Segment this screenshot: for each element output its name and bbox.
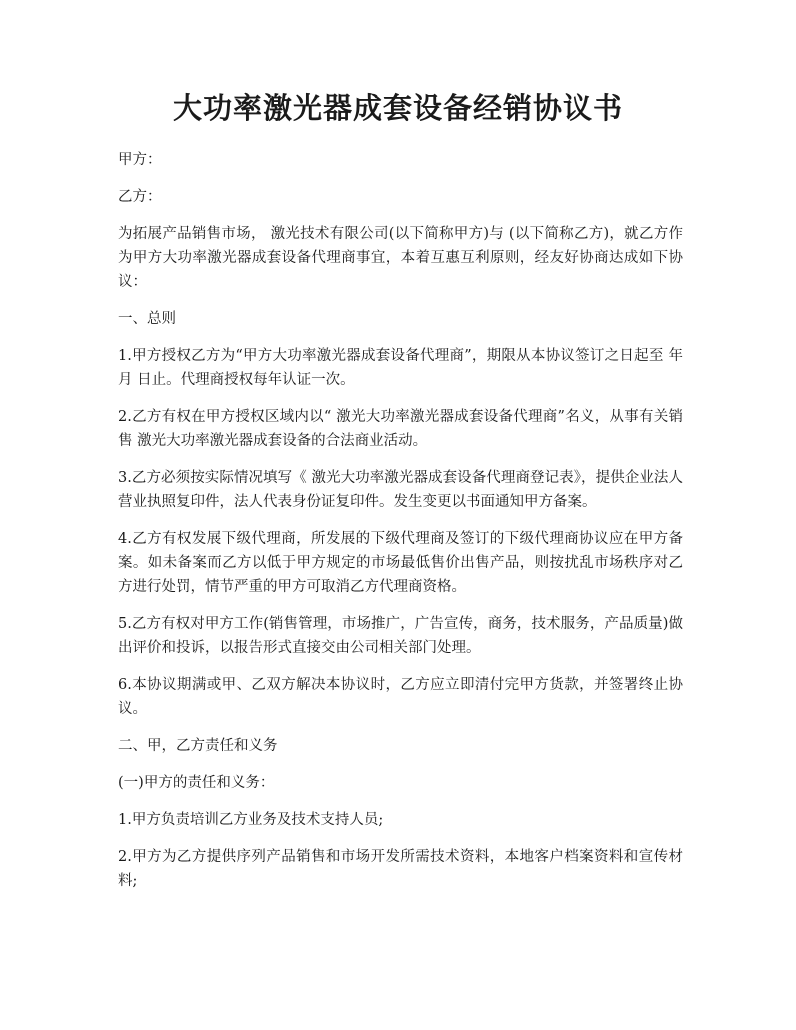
section-heading-responsibilities: 二、甲，乙方责任和义务	[118, 738, 278, 754]
subsection-heading-party-a: (一)甲方的责任和义务：	[118, 775, 275, 791]
clause-1-5: 5.乙方有权对甲方工作(销售管理，市场推广，广告宣传，商务，技术服务，产品质量)做出评价和投诉，以报告形式直接交由公司相关部门处理。	[118, 616, 683, 656]
party-b-line: 乙方：	[118, 189, 162, 205]
clause-1-1: 1.甲方授权乙方为“甲方大功率激光器成套设备代理商”，期限从本协议签订之日起至 年 月 日止。代理商授权每年认证一次。	[118, 348, 683, 388]
section-heading-general: 一、总则	[118, 311, 176, 327]
document-title: 大功率激光器成套设备经销协议书	[172, 91, 623, 125]
clause-1-6: 6.本协议期满或甲、乙双方解决本协议时，乙方应立即清付完甲方货款，并签署终止协议。	[118, 677, 683, 717]
party-a-line: 甲方：	[118, 152, 162, 168]
preamble-paragraph: 为拓展产品销售市场， 激光技术有限公司(以下简称甲方)与 (以下简称乙方)，就乙方作为甲方大功率激光器成套设备代理商事宜，本着互惠互利原则，经友好协商达成如下协议：	[118, 226, 683, 290]
document-body	[118, 148, 683, 906]
clause-2-2: 2.甲方为乙方提供序列产品销售和市场开发所需技术资料，本地客户档案资料和宣传材料;	[118, 849, 683, 889]
clause-2-1: 1.甲方负责培训乙方业务及技术支持人员;	[118, 812, 384, 828]
clause-1-4: 4.乙方有权发展下级代理商，所发展的下级代理商及签订的下级代理商协议应在甲方备案。如未备案而乙方以低于甲方规定的市场最低售价出售产品，则按扰乱市场秩序对乙方进行处罚，情节严重的甲方可取消乙方代理商资格。	[118, 531, 683, 595]
clause-1-2: 2.乙方有权在甲方授权区域内以“ 激光大功率激光器成套设备代理商”名义，从事有关销售 激光大功率激光器成套设备的合法商业活动。	[118, 409, 683, 449]
clause-1-3: 3.乙方必须按实际情况填写《 激光大功率激光器成套设备代理商登记表》，提供企业法人营业执照复印件，法人代表身份证复印件。发生变更以书面通知甲方备案。	[118, 470, 683, 510]
